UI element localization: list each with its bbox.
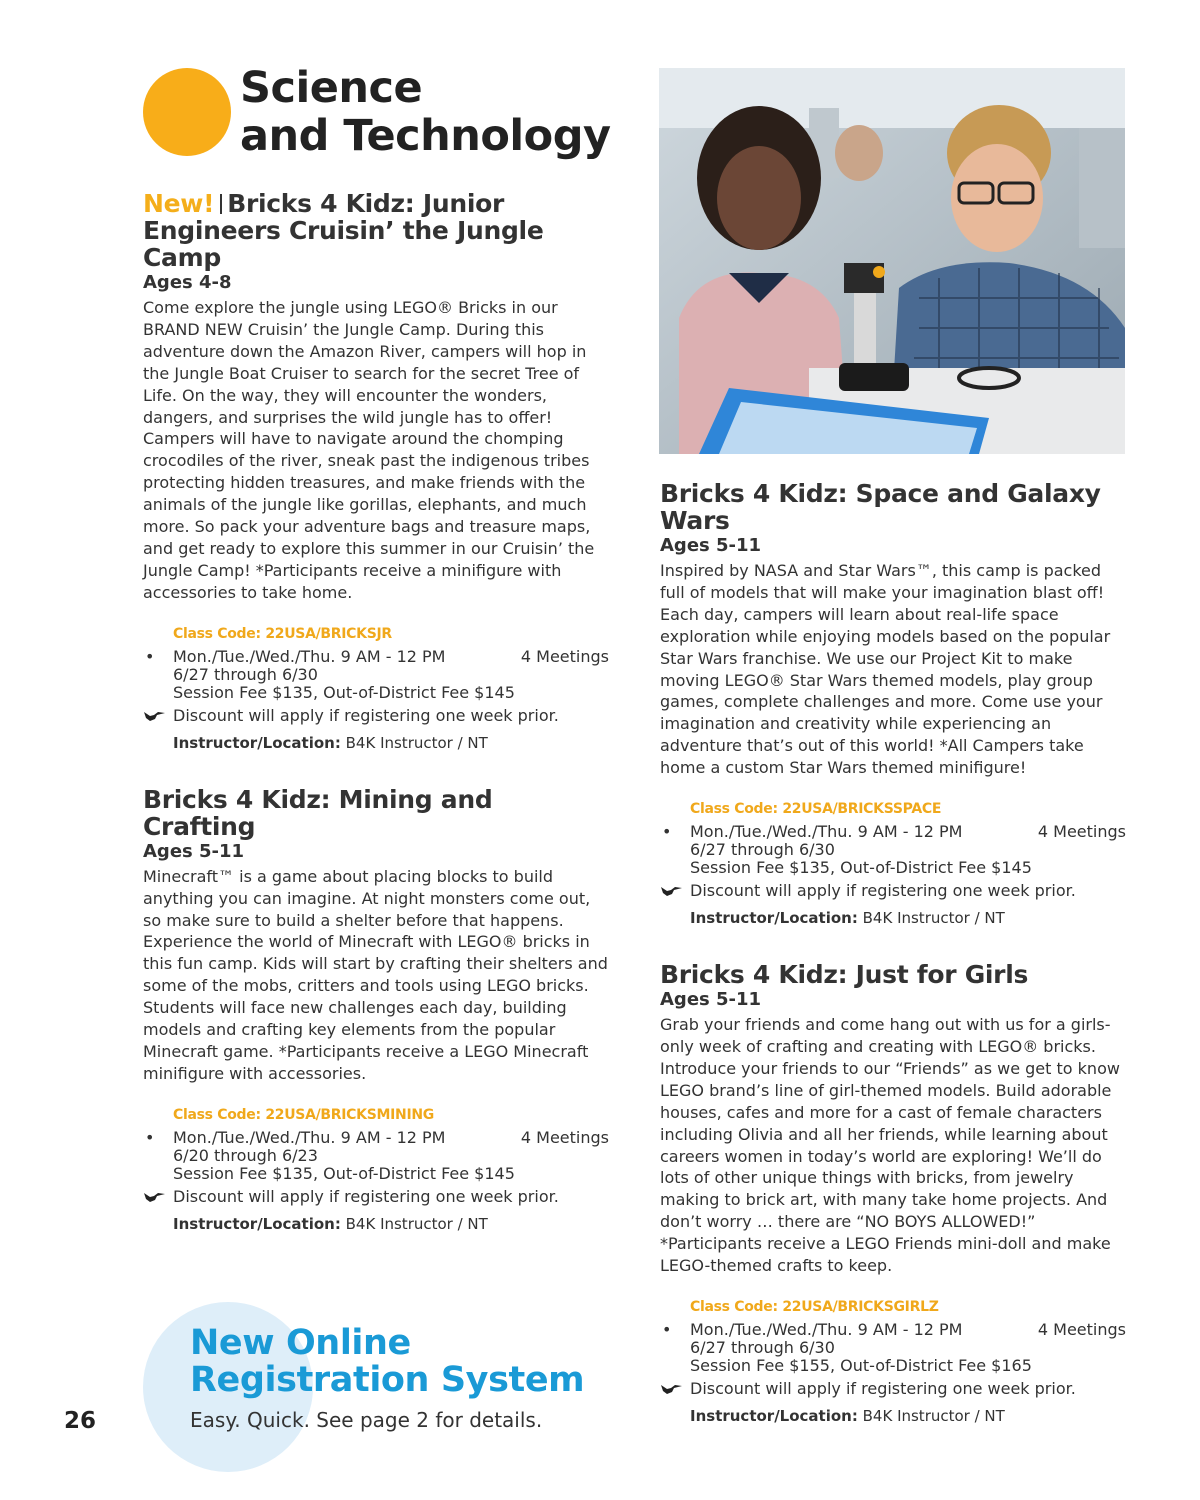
camp-ages: Ages 4-8 xyxy=(143,272,232,293)
session-fee: Session Fee $135, Out-of-District Fee $145 xyxy=(690,858,1032,878)
discount-text: Discount will apply if registering one week prior. xyxy=(690,881,1076,901)
meeting-count: 4 Meetings xyxy=(1037,1319,1126,1339)
discount-text: Discount will apply if registering one week prior. xyxy=(173,1186,559,1206)
instructor-label: Instructor/Location: xyxy=(690,1406,858,1425)
meeting-count: 4 Meetings xyxy=(520,1127,609,1147)
meeting-count: 4 Meetings xyxy=(520,646,609,666)
pointing-hand-icon xyxy=(143,709,167,723)
pointing-hand-icon xyxy=(660,1382,684,1396)
left-column xyxy=(143,190,613,1267)
camp-title-text: Bricks 4 Kidz: Junior Engineers Cruisin’ the Jungle Camp xyxy=(143,189,544,272)
discount-note xyxy=(660,1375,1130,1403)
camp-mining-crafting xyxy=(143,786,613,1237)
instructor-label: Instructor/Location: xyxy=(173,1214,341,1233)
camp-space-galaxy xyxy=(660,480,1130,931)
section-title-line2: and Technology xyxy=(240,111,611,161)
meeting-info xyxy=(660,823,1130,877)
kids-robotics-photo xyxy=(659,68,1125,454)
meeting-info xyxy=(143,1129,613,1183)
class-code: Class Code: 22USA/BRICKSGIRLZ xyxy=(690,1298,939,1315)
discount-text: Discount will apply if registering one week prior. xyxy=(173,705,559,725)
bullet: • xyxy=(145,1127,155,1147)
meeting-dates: 6/20 through 6/23 xyxy=(173,1145,318,1165)
meeting-schedule: Mon./Tue./Wed./Thu. 9 AM - 12 PM xyxy=(173,646,446,666)
discount-note xyxy=(143,702,613,730)
promo-subtitle: Easy. Quick. See page 2 for details. xyxy=(190,1408,543,1432)
discount-text: Discount will apply if registering one week prior. xyxy=(690,1378,1076,1398)
photo-illustration xyxy=(659,68,1125,454)
instructor-value: B4K Instructor / NT xyxy=(340,733,488,752)
camp-description: Inspired by NASA and Star Wars™, this camp is packed full of models that will make your imagination blast off! Each day, campers will learn about real-life space exploration while enjoying models based on the popular Star Wars franchise. We use our Project Kit to make moving LEGO® Star Wars themed models, play group games, complete challenges and more. Come use your imagination and creativity while experiencing an adventure that’s out of this world! *All Campers take home a custom Star Wars themed minifigure! xyxy=(660,561,1111,778)
bullet: • xyxy=(662,822,672,842)
instructor-location xyxy=(143,730,613,756)
section-circle-icon xyxy=(143,68,231,156)
meeting-schedule: Mon./Tue./Wed./Thu. 9 AM - 12 PM xyxy=(690,822,963,842)
instructor-value: B4K Instructor / NT xyxy=(857,1406,1005,1425)
session-fee: Session Fee $155, Out-of-District Fee $165 xyxy=(690,1355,1032,1375)
camp-just-for-girls xyxy=(660,961,1130,1429)
meeting-dates: 6/27 through 6/30 xyxy=(690,1337,835,1357)
camp-description: Grab your friends and come hang out with us for a girls-only week of crafting and creating with LEGO® bricks. Introduce your friends to our “Friends” as we get to know LEGO brand’s line of girl-themed models. Build adorable houses, cafes and more for a cast of female characters including Olivia and all her friends, while learning about careers women in today’s world are exploring! We’ll do lots of other unique things with bricks, from jewelry making to brick art, with many take home projects. And don’t worry … there are “NO BOYS ALLOWED!” *Participants receive a LEGO Friends mini-doll and make LEGO-themed crafts to keep. xyxy=(660,1015,1120,1276)
new-badge: New! xyxy=(143,189,215,218)
camp-title: Bricks 4 Kidz: Mining and Crafting xyxy=(143,784,493,841)
instructor-label: Instructor/Location: xyxy=(173,733,341,752)
right-column xyxy=(660,480,1130,1459)
session-fee: Session Fee $135, Out-of-District Fee $145 xyxy=(173,682,515,702)
camp-description: Minecraft™ is a game about placing blocks to build anything you can imagine. At night monsters come out, so make sure to build a shelter before that happens. Experience the world of Minecraft with LEGO® bricks in this fun camp. Kids will start by crafting their shelters and some of the mobs, critters and tools using LEGO bricks. Students will face new challenges each day, building models and crafting key elements from the popular Minecraft game. *Participants receive a LEGO Minecraft minifigure with accessories. xyxy=(143,866,608,1083)
promo-title-line1: New Online xyxy=(190,1323,411,1363)
camp-ages: Ages 5-11 xyxy=(660,535,762,556)
camp-ages: Ages 5-11 xyxy=(660,989,762,1011)
class-code: Class Code: 22USA/BRICKSJR xyxy=(173,625,392,642)
camp-ages: Ages 5-11 xyxy=(143,840,245,862)
promo-title[interactable] xyxy=(190,1325,584,1399)
page-number: 26 xyxy=(64,1408,97,1434)
instructor-value: B4K Instructor / NT xyxy=(340,1214,488,1233)
meeting-info xyxy=(660,1321,1130,1375)
camp-title: Bricks 4 Kidz: Space and Galaxy Wars xyxy=(660,479,1101,535)
bullet: • xyxy=(662,1319,672,1339)
discount-note xyxy=(660,877,1130,905)
section-title xyxy=(240,64,611,160)
title-divider xyxy=(220,194,222,214)
pointing-hand-icon xyxy=(660,884,684,898)
bullet: • xyxy=(145,646,155,666)
instructor-label: Instructor/Location: xyxy=(690,909,858,928)
discount-note xyxy=(143,1183,613,1211)
meeting-schedule: Mon./Tue./Wed./Thu. 9 AM - 12 PM xyxy=(690,1319,963,1339)
instructor-location xyxy=(143,1211,613,1237)
section-title-line1: Science xyxy=(240,63,423,113)
meeting-dates: 6/27 through 6/30 xyxy=(690,840,835,860)
instructor-location xyxy=(660,1403,1130,1429)
camp-title xyxy=(143,190,613,271)
pointing-hand-icon xyxy=(143,1190,167,1204)
meeting-info xyxy=(143,648,613,702)
meeting-count: 4 Meetings xyxy=(1037,822,1126,842)
promo-title-line2: Registration System xyxy=(190,1360,585,1400)
session-fee: Session Fee $135, Out-of-District Fee $145 xyxy=(173,1163,515,1183)
camp-description: Come explore the jungle using LEGO® Bricks in our BRAND NEW Cruisin’ the Jungle Camp. During this adventure down the Amazon River, campers will hop in the Jungle Boat Cruiser to search for the secret Tree of Life. On the way, they will encounter the wonders, dangers, and surprises the wild jungle has to offer! Campers will have to navigate around the chomping crocodiles of the river, sneak past the indigenous tribes protecting hidden treasures, and make friends with the animals of the jungle like gorillas, elephants, and much more. So pack your adventure bags and treasure maps, and get ready to explore this summer in our Cruisin’ the Jungle Camp! *Participants receive a minifigure with accessories to take home. xyxy=(143,298,595,602)
instructor-location xyxy=(660,905,1130,931)
class-code: Class Code: 22USA/BRICKSMINING xyxy=(173,1106,434,1123)
camp-title: Bricks 4 Kidz: Just for Girls xyxy=(660,960,1029,990)
class-code: Class Code: 22USA/BRICKSSPACE xyxy=(690,801,942,818)
meeting-dates: 6/27 through 6/30 xyxy=(173,664,318,684)
instructor-value: B4K Instructor / NT xyxy=(857,909,1005,928)
camp-junior-engineers xyxy=(143,190,613,756)
meeting-schedule: Mon./Tue./Wed./Thu. 9 AM - 12 PM xyxy=(173,1127,446,1147)
